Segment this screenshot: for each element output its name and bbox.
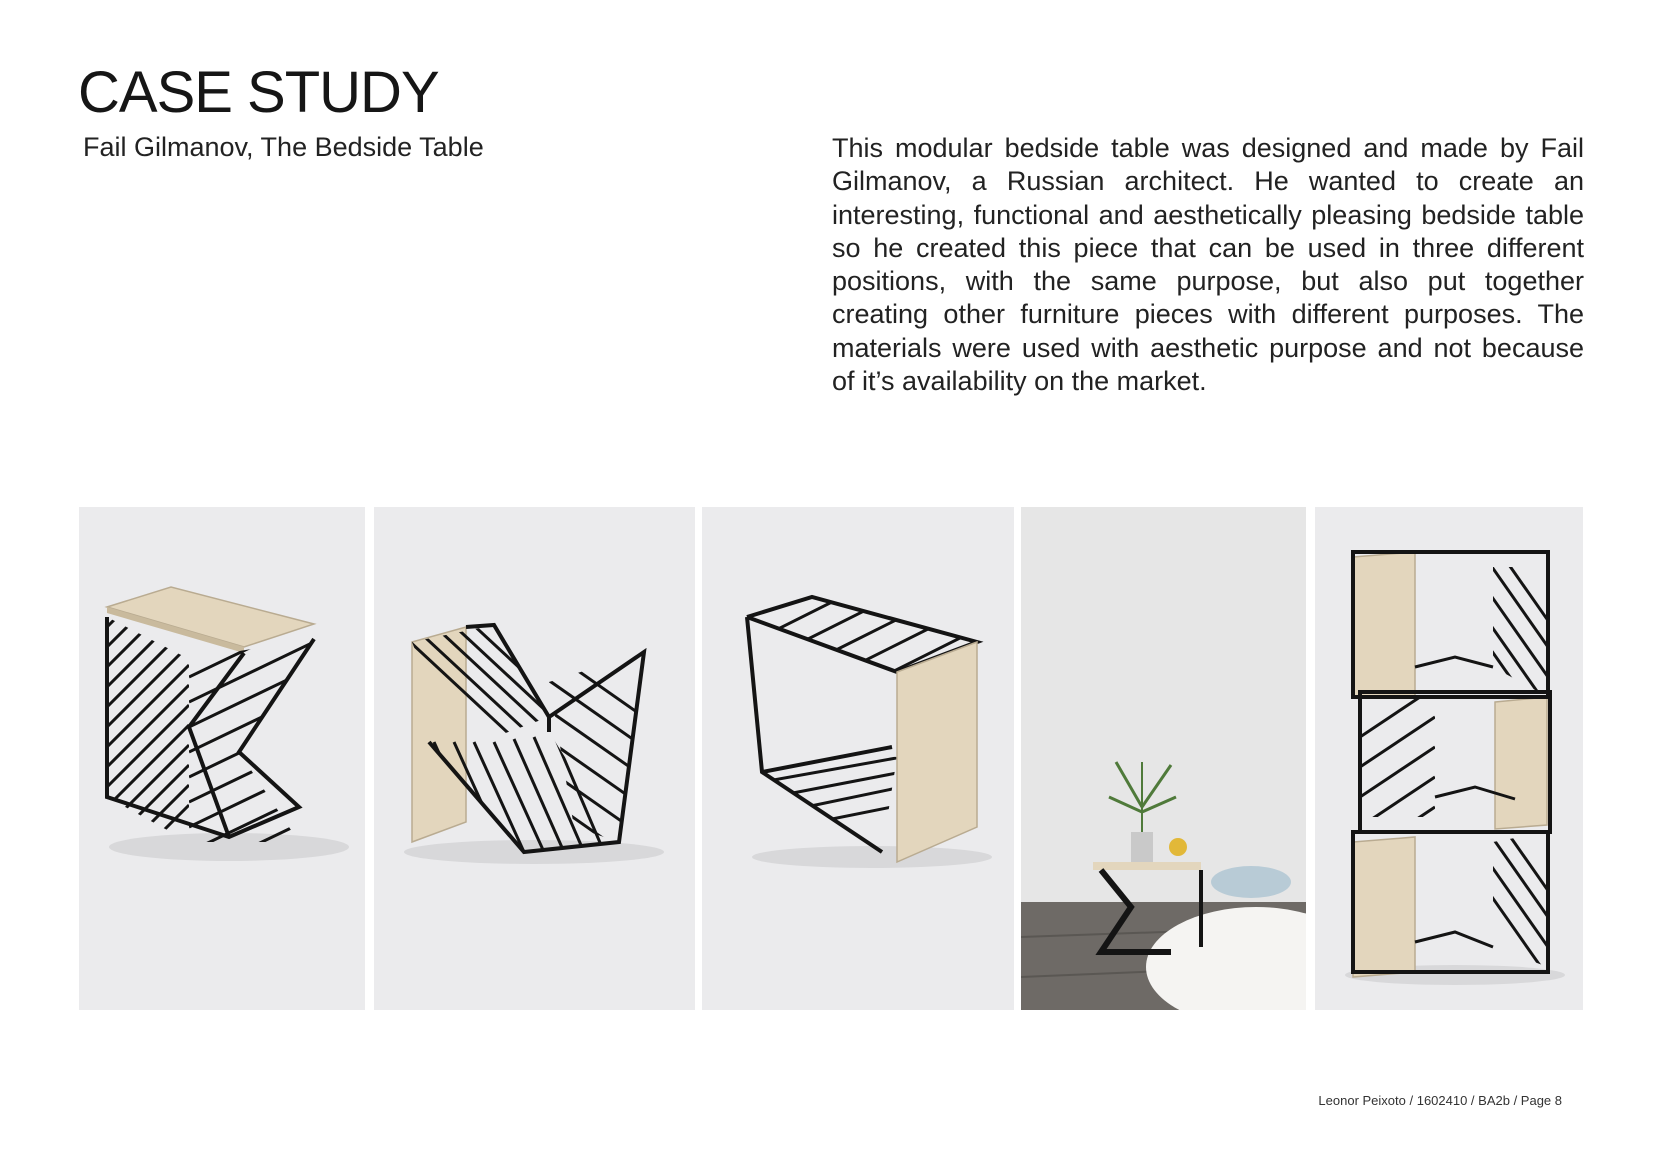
- photo-table-upright: [79, 507, 365, 1010]
- photo-table-side: [374, 507, 695, 1010]
- photo-bedroom-scene: [1021, 507, 1306, 1010]
- photo-stacked-units: [1315, 507, 1583, 1010]
- page-footer: Leonor Peixoto / 1602410 / BA2b / Page 8: [1318, 1093, 1562, 1108]
- description-paragraph: This modular bedside table was designed and made by Fail Gilmanov, a Russian architect. He wanted to create an interesting, functional and aesthetically pleasing bedside table so he created this piece that can be used in three different positions, with the same purpose, but also put together creating other furniture pieces with different purposes. The materials were used with aesthetic purpose and not because of it’s availability on the market.: [832, 133, 1584, 397]
- photo-table-panel: [702, 507, 1014, 1010]
- page-title: CASE STUDY: [78, 60, 439, 125]
- page-subtitle: Fail Gilmanov, The Bedside Table: [83, 132, 484, 162]
